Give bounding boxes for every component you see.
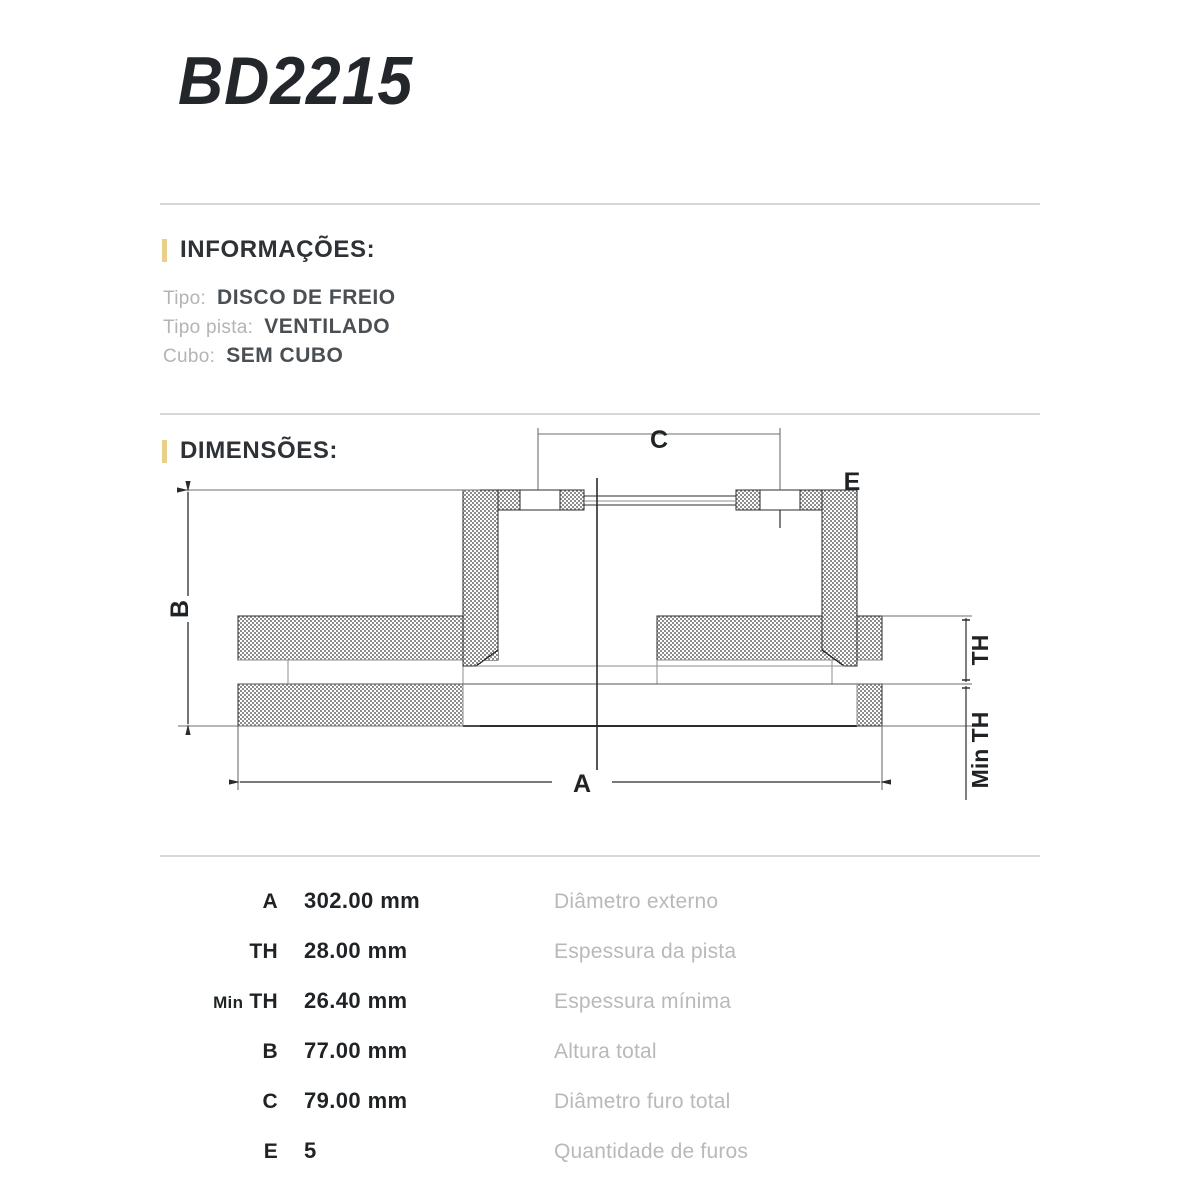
table-row (160, 888, 1040, 938)
callout-min-th: Min TH (967, 711, 993, 789)
divider-top (160, 203, 1040, 205)
info-row-cubo (163, 344, 396, 373)
dimension-value: 5 (304, 1138, 317, 1163)
dimension-symbol: E (263, 1140, 278, 1163)
dimension-symbol: A (262, 890, 278, 913)
disc-body (238, 490, 882, 726)
table-row (160, 1038, 1040, 1088)
dimension-value: 302.00 mm (304, 888, 421, 913)
dimension-description: Espessura mínima (554, 990, 732, 1013)
callout-b: B (166, 599, 194, 619)
dimension-symbol (160, 990, 278, 1014)
info-list (163, 286, 396, 373)
dimension-a (238, 726, 882, 790)
dimension-description: Quantidade de furos (554, 1140, 749, 1163)
dimension-description: Espessura da pista (554, 940, 737, 963)
table-row (160, 1088, 1040, 1138)
page-title: BD2215 (178, 43, 414, 119)
accent-bar-icon (162, 239, 167, 262)
dimension-value: 79.00 mm (304, 1088, 408, 1113)
section-header-informacoes (162, 236, 375, 264)
dimension-symbol: C (262, 1090, 278, 1113)
info-label-tipo-pista: Tipo pista: (163, 317, 254, 338)
callout-c: C (649, 426, 669, 454)
table-row (160, 1138, 1040, 1188)
dimension-value: 26.40 mm (304, 988, 408, 1013)
info-value-tipo-pista: VENTILADO (264, 315, 391, 338)
dimension-value: 77.00 mm (304, 1038, 408, 1063)
divider-middle (160, 413, 1040, 415)
dimension-description: Altura total (554, 1040, 657, 1063)
info-value-cubo: SEM CUBO (226, 344, 344, 367)
accent-bar-icon (162, 440, 167, 463)
table-row (160, 938, 1040, 988)
callout-e: E (843, 468, 861, 496)
info-row-tipo-pista (163, 315, 396, 344)
table-row (160, 988, 1040, 1038)
info-label-tipo: Tipo: (163, 288, 207, 309)
info-row-tipo (163, 286, 396, 315)
dimension-description: Diâmetro furo total (554, 1090, 731, 1113)
dimension-symbol-base: TH (249, 990, 278, 1013)
dimension-description: Diâmetro externo (554, 890, 719, 913)
callout-a: A (572, 770, 592, 798)
dimension-symbol: TH (249, 940, 278, 963)
section-header-dimensoes (162, 437, 338, 465)
callout-th: TH (967, 634, 993, 666)
dimension-table (160, 888, 1040, 1188)
info-label-cubo: Cubo: (163, 346, 216, 367)
dimension-symbol-prefix: Min (213, 993, 244, 1012)
divider-bottom (160, 855, 1040, 857)
dimension-th (882, 616, 972, 800)
dimension-symbol: B (262, 1040, 278, 1063)
dimension-value: 28.00 mm (304, 938, 408, 963)
section-header-informacoes-label: INFORMAÇÕES: (180, 236, 376, 263)
section-header-dimensoes-label: DIMENSÕES: (180, 437, 339, 464)
info-value-tipo: DISCO DE FREIO (217, 286, 396, 309)
